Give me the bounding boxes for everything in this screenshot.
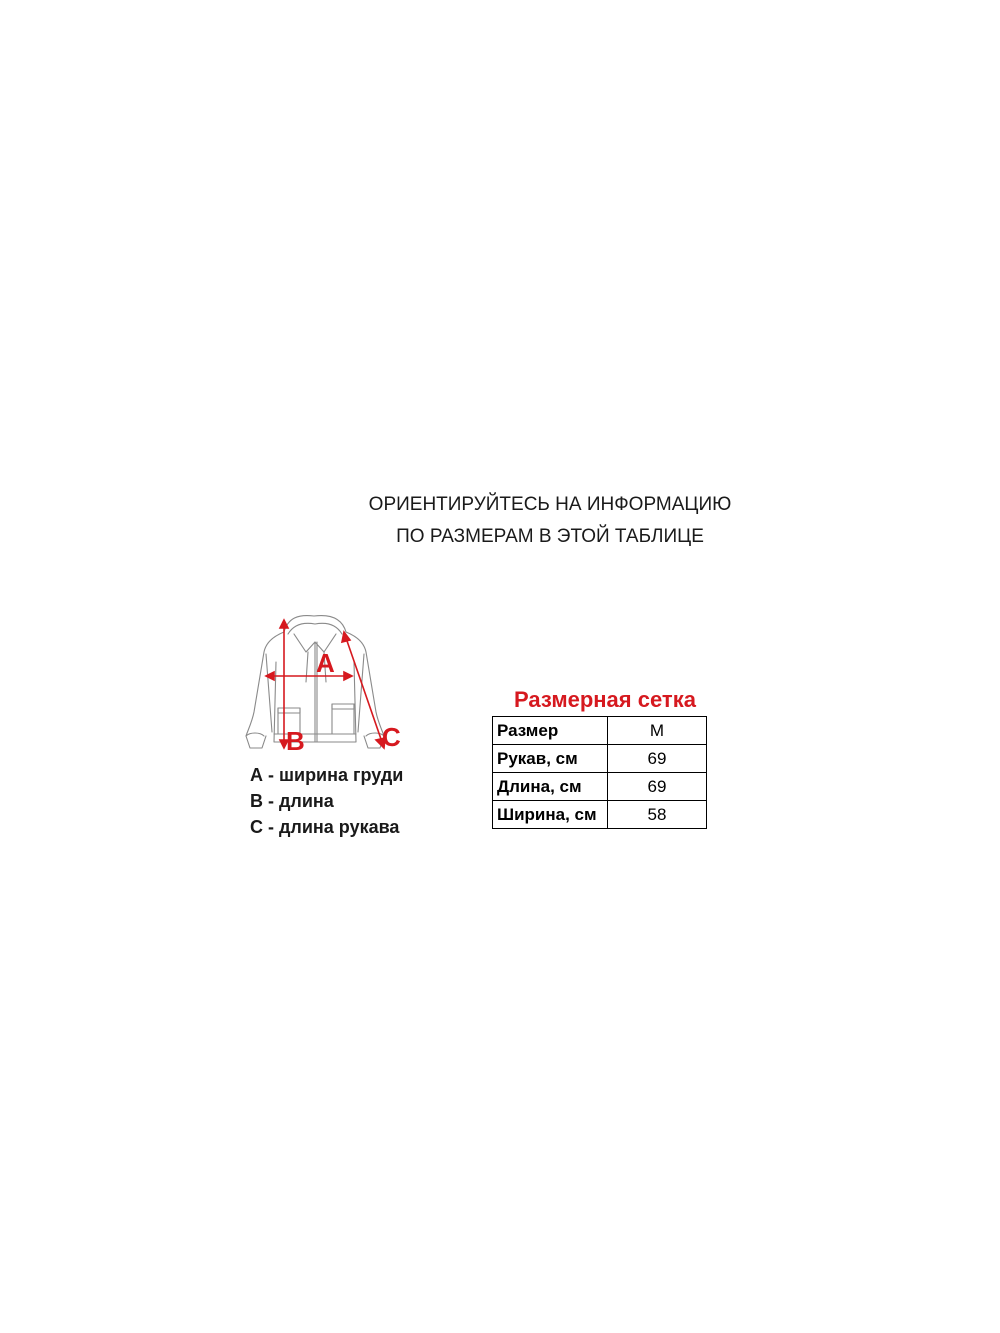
jacket-diagram bbox=[236, 612, 416, 762]
size-chart-title: Размерная сетка bbox=[514, 687, 696, 712]
label-b: B bbox=[286, 726, 305, 756]
legend-item-c: С - длина рукава bbox=[250, 817, 400, 837]
row-value: 69 bbox=[608, 773, 707, 801]
measure-lines bbox=[266, 620, 385, 748]
table-row bbox=[493, 717, 707, 745]
row-value: 58 bbox=[608, 801, 707, 829]
legend-item-b: В - длина bbox=[250, 791, 334, 811]
row-label: Ширина, см bbox=[493, 801, 608, 829]
table-row bbox=[493, 745, 707, 773]
row-label: Длина, см bbox=[493, 773, 608, 801]
label-c: C bbox=[382, 722, 401, 752]
row-value: M bbox=[608, 717, 707, 745]
row-label: Рукав, см bbox=[493, 745, 608, 773]
heading-line-2: ПО РАЗМЕРАМ В ЭТОЙ ТАБЛИЦЕ bbox=[396, 526, 704, 547]
table-row bbox=[493, 773, 707, 801]
table-row bbox=[493, 801, 707, 829]
size-table bbox=[492, 716, 707, 829]
jacket-sketch-icon bbox=[246, 616, 384, 748]
legend-item-a: А - ширина груди bbox=[250, 765, 404, 785]
row-value: 69 bbox=[608, 745, 707, 773]
label-a: A bbox=[316, 648, 335, 678]
page-heading bbox=[350, 489, 750, 553]
measurement-legend bbox=[250, 762, 403, 840]
row-label: Размер bbox=[493, 717, 608, 745]
heading-line-1: ОРИЕНТИРУЙТЕСЬ НА ИНФОРМАЦИЮ bbox=[368, 494, 732, 515]
